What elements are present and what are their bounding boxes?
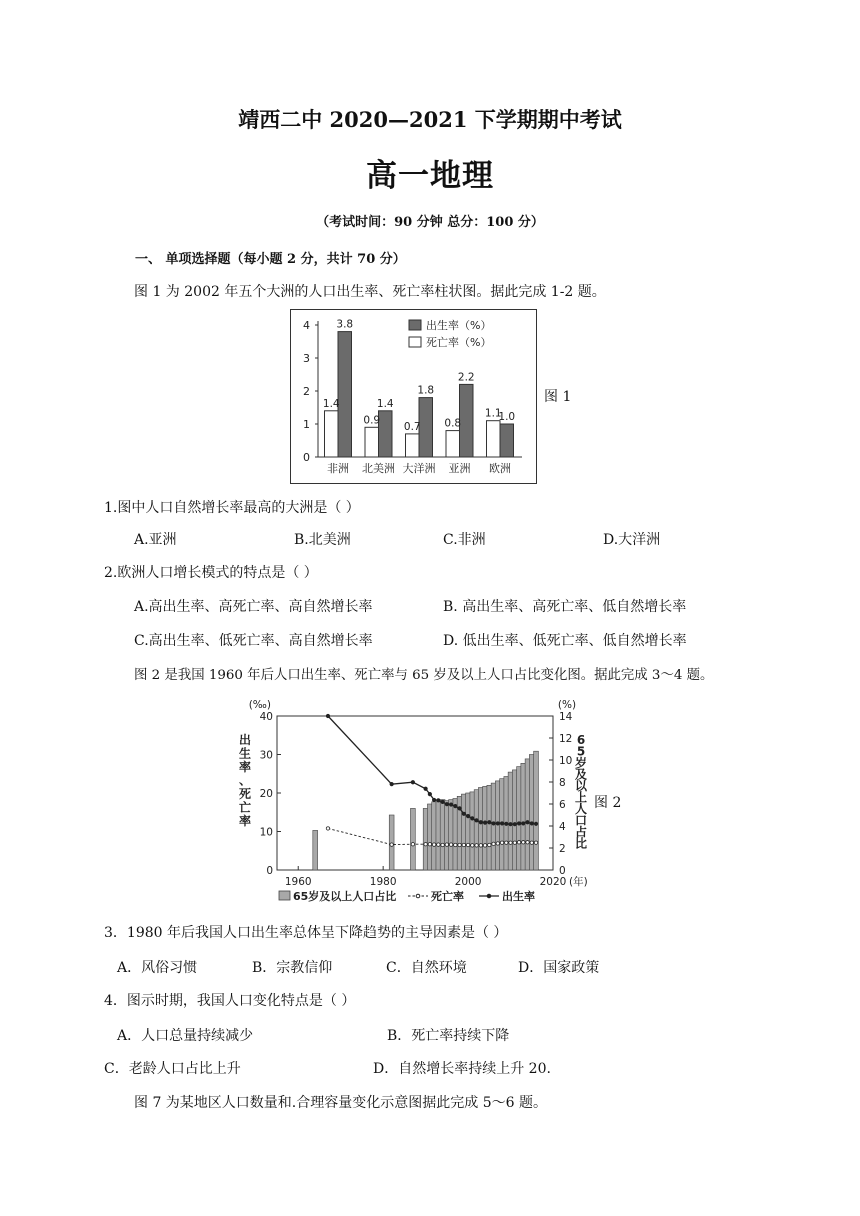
fig2-birth-rate-point <box>488 821 491 824</box>
fig1-y-tick-label: 3 <box>303 352 310 365</box>
fig2-death-rate-point <box>326 827 329 830</box>
fig2-birth-rate-point <box>390 782 393 785</box>
fig2-right-axis-title: 6 5 岁及以上人口占比 <box>574 733 588 851</box>
q3-option-b: B．宗教信仰 <box>252 960 333 976</box>
figure1-bar-chart <box>290 309 538 485</box>
fig2-birth-rate-point <box>522 822 525 825</box>
fig2-legend-birth-marker <box>487 894 491 898</box>
fig2-death-rate-point <box>445 843 448 846</box>
fig2-left-tick-label: 10 <box>259 826 273 839</box>
fig2-birth-rate-point <box>475 819 478 822</box>
fig2-death-rate-point <box>492 842 495 845</box>
fig2-birth-rate-point <box>509 822 512 825</box>
exam-info: （考试时间：90 分钟 总分：100 分） <box>316 215 544 230</box>
fig1-data-label-birth: 1.8 <box>417 384 435 397</box>
q3-option-d: D．国家政策 <box>518 960 600 976</box>
figure1-label: 图 1 <box>544 389 572 405</box>
fig2-death-rate-point <box>534 841 537 844</box>
fig2-death-rate-point <box>428 843 431 846</box>
q2-option-b: B. 高出生率、高死亡率、低自然增长率 <box>443 599 687 615</box>
fig2-birth-rate-point <box>449 803 452 806</box>
fig2-left-tick-label: 30 <box>259 749 273 762</box>
fig2-birth-rate-point <box>428 792 431 795</box>
fig2-death-rate-point <box>441 843 444 846</box>
fig2-death-rate-point <box>479 844 482 847</box>
fig2-birth-rate-point <box>500 822 503 825</box>
fig2-birth-rate-point <box>432 798 435 801</box>
q4-option-d: D．自然增长率持续上升 20. <box>373 1061 551 1077</box>
figure2-line-chart <box>232 692 612 914</box>
fig2-birth-rate-point <box>437 799 440 802</box>
fig2-birth-rate-point <box>445 802 448 805</box>
fig2-birth-rate-point <box>479 821 482 824</box>
q1-option-c: C.非洲 <box>443 532 486 548</box>
fig2-birth-rate-point <box>326 714 329 717</box>
fig2-death-rate-point <box>496 842 499 845</box>
q4-option-a: A．人口总量持续减少 <box>117 1028 254 1044</box>
q4-option-b: B．死亡率持续下降 <box>387 1028 510 1044</box>
fig1-category-label: 大洋洲 <box>402 462 436 475</box>
fig2-birth-rate-point <box>462 812 465 815</box>
fig2-death-rate-point <box>526 841 529 844</box>
question-1-stem: 1.图中人口自然增长率最高的大洲是（ ） <box>104 500 360 516</box>
fig2-death-rate-point <box>462 843 465 846</box>
fig1-legend-death-label: 死亡率（%） <box>426 336 492 349</box>
fig1-y-tick-label: 2 <box>303 385 310 398</box>
figure2-label: 图 2 <box>594 795 622 811</box>
fig2-death-rate-point <box>432 843 435 846</box>
fig2-birth-rate-point <box>517 822 520 825</box>
fig2-birth-rate-point <box>411 781 414 784</box>
fig1-bar-birth-1 <box>338 332 352 457</box>
fig2-death-rate-point <box>390 843 393 846</box>
fig2-death-rate-point <box>530 841 533 844</box>
fig1-bar-birth-2 <box>379 411 393 457</box>
fig1-y-tick-label: 1 <box>303 418 310 431</box>
fig2-x-tick-label: 1960 <box>284 876 312 888</box>
fig2-birth-rate-point <box>496 822 499 825</box>
fig2-birth-rate-point <box>454 804 457 807</box>
fig2-death-rate-point <box>454 843 457 846</box>
fig2-birth-rate-point <box>424 787 427 790</box>
fig2-death-rate-point <box>513 841 516 844</box>
fig2-birth-rate-point <box>534 822 537 825</box>
fig2-death-rate-point <box>500 841 503 844</box>
fig2-legend-elderly-swatch <box>279 891 290 900</box>
q3-option-c: C．自然环境 <box>386 960 467 976</box>
fig2-right-tick-label: 14 <box>559 711 573 723</box>
q1-option-a: A.亚洲 <box>134 532 177 548</box>
fig2-death-rate-point <box>471 844 474 847</box>
fig2-elderly-bar <box>410 808 415 870</box>
question-2-stem: 2.欧洲人口增长模式的特点是（ ） <box>104 565 318 581</box>
fig2-left-tick-label: 40 <box>259 711 273 723</box>
q2-option-d: D. 低出生率、低死亡率、低自然增长率 <box>443 633 687 649</box>
fig2-birth-rate-point <box>466 814 469 817</box>
fig2-left-axis-title: 出生率、死亡率 <box>238 733 252 828</box>
fig1-bar-birth-5 <box>500 424 514 457</box>
fig2-death-rate-point <box>424 843 427 846</box>
fig1-data-label-death: 1.1 <box>484 407 502 420</box>
fig1-data-label-death: 1.4 <box>322 397 340 410</box>
fig1-legend-death-swatch <box>409 337 421 347</box>
fig1-legend-birth-label: 出生率（%） <box>426 319 492 332</box>
fig2-x-tick-label: 2000 <box>454 876 482 888</box>
question-3-stem: 3．1980 年后我国人口出生率总体呈下降趋势的主导因素是（ ） <box>104 925 508 941</box>
q1-option-b: B.北美洲 <box>294 532 351 548</box>
intro-figure2: 图 2 是我国 1960 年后人口出生率、死亡率与 65 岁及以上人口占比变化图。据此完成 3～4 题。 <box>134 668 714 683</box>
fig2-x-unit: (年) <box>569 876 588 888</box>
section-heading: 一、 单项选择题（每小题 2 分，共计 70 分） <box>135 252 406 267</box>
fig2-death-rate-point <box>449 843 452 846</box>
fig1-legend-birth-swatch <box>409 320 421 330</box>
fig1-category-label: 亚洲 <box>448 462 471 475</box>
fig1-category-label: 非洲 <box>327 462 349 475</box>
fig1-data-label-birth: 1.0 <box>498 411 516 423</box>
fig2-death-rate-point <box>488 843 491 846</box>
fig1-data-label-birth: 2.2 <box>457 371 475 384</box>
fig1-data-label-death: 0.8 <box>444 417 462 430</box>
fig1-data-label-birth: 1.4 <box>376 397 394 410</box>
fig2-elderly-bar <box>313 830 318 870</box>
fig1-bar-death-2 <box>365 427 379 457</box>
fig1-data-label-death: 0.9 <box>363 414 381 427</box>
fig1-bar-birth-4 <box>460 384 474 457</box>
fig2-birth-rate-point <box>471 817 474 820</box>
fig1-data-label-birth: 3.8 <box>336 318 354 331</box>
fig2-death-rate-point <box>437 843 440 846</box>
fig2-right-tick-label: 2 <box>559 843 566 855</box>
fig2-right-unit: (%) <box>557 699 577 711</box>
fig1-category-label: 北美洲 <box>362 462 395 475</box>
fig2-death-rate-point <box>466 843 469 846</box>
fig2-right-tick-label: 10 <box>559 755 573 767</box>
fig1-bar-death-3 <box>406 434 420 457</box>
fig1-y-tick-label: 4 <box>303 319 310 332</box>
q1-option-d: D.大洋洲 <box>603 532 661 548</box>
fig2-legend-death-label: 死亡率 <box>431 890 464 903</box>
fig1-bar-birth-3 <box>419 398 433 457</box>
fig2-left-unit: (‰) <box>248 699 271 711</box>
fig2-right-tick-label: 6 <box>559 799 566 811</box>
question-4-stem: 4．图示时期，我国人口变化特点是（ ） <box>104 993 356 1009</box>
fig2-birth-rate-point <box>458 807 461 810</box>
q4-option-c: C．老龄人口占比上升 <box>104 1061 241 1077</box>
fig2-death-rate-point <box>458 843 461 846</box>
fig2-birth-rate-point <box>492 822 495 825</box>
fig1-bar-death-1 <box>325 411 339 457</box>
fig2-right-tick-label: 0 <box>559 865 566 877</box>
fig1-bar-death-5 <box>487 421 501 457</box>
fig2-legend-death-marker <box>416 894 420 898</box>
fig2-x-tick-label: 2020 <box>539 876 567 888</box>
fig2-right-tick-label: 4 <box>559 821 566 833</box>
fig2-x-tick-label: 1980 <box>369 876 397 888</box>
fig1-data-label-death: 0.7 <box>403 420 421 433</box>
fig1-bar-death-4 <box>446 431 460 457</box>
q2-option-c: C.高出生率、低死亡率、高自然增长率 <box>134 633 373 649</box>
fig2-birth-rate-point <box>513 822 516 825</box>
fig2-legend-birth-label: 出生率 <box>502 890 535 903</box>
fig2-left-tick-label: 0 <box>266 865 273 877</box>
fig2-birth-rate-point <box>483 821 486 824</box>
fig2-legend-elderly-label: 65岁及以上人口占比 <box>293 890 397 903</box>
fig1-category-label: 欧洲 <box>489 462 511 475</box>
fig1-y-tick-label: 0 <box>303 451 310 464</box>
fig2-birth-rate-point <box>441 800 444 803</box>
fig2-birth-rate-point <box>530 822 533 825</box>
fig2-left-tick-label: 20 <box>259 788 273 800</box>
intro-figure1: 图 1 为 2002 年五个大洲的人口出生率、死亡率柱状图。据此完成 1-2 题。 <box>134 284 606 300</box>
intro-figure7: 图 7 为某地区人口数量和.合理容量变化示意图据此完成 5～6 题。 <box>134 1095 547 1111</box>
fig2-birth-rate-point <box>505 822 508 825</box>
fig2-death-rate-point <box>411 843 414 846</box>
fig2-death-rate-point <box>517 841 520 844</box>
fig2-death-rate-point <box>509 841 512 844</box>
fig2-right-tick-label: 12 <box>559 733 573 745</box>
fig2-birth-rate-point <box>526 821 529 824</box>
fig2-death-rate-point <box>483 844 486 847</box>
fig2-death-rate-point <box>505 841 508 844</box>
q2-option-a: A.高出生率、高死亡率、高自然增长率 <box>134 599 373 615</box>
q3-option-a: A．风俗习惯 <box>117 960 198 976</box>
exam-title: 靖西二中 2020—2021 下学期期中考试 <box>238 107 622 132</box>
subject-title: 高一地理 <box>366 158 494 194</box>
fig2-death-rate-point <box>475 844 478 847</box>
fig2-elderly-bar <box>534 751 539 870</box>
fig2-right-tick-label: 8 <box>559 777 566 789</box>
fig2-death-rate-point <box>522 841 525 844</box>
